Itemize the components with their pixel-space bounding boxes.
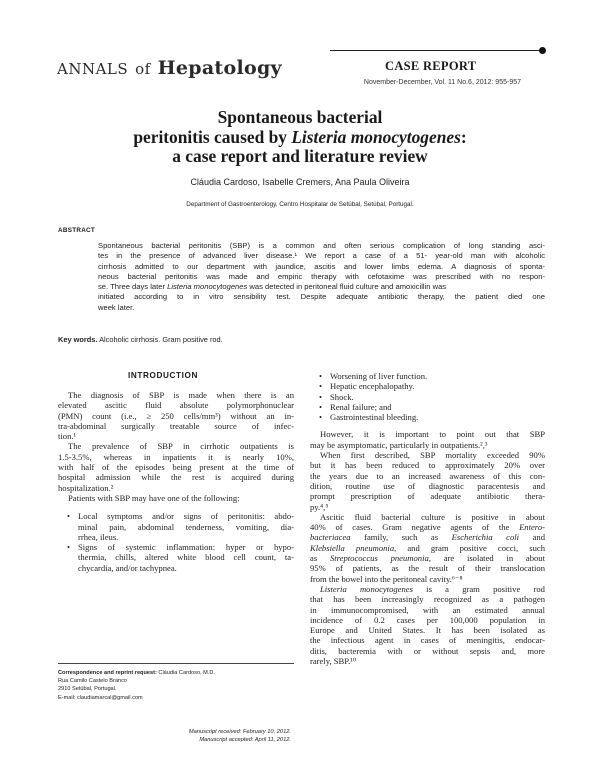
paragraph-line: Patients with SBP may have one of the following: xyxy=(68,492,240,503)
correspondence-name: Cláudia Cardoso, M.D. xyxy=(156,670,215,676)
title-line-1: Spontaneous bacterial xyxy=(217,107,383,127)
paragraph-line: with half of the episodes being present at the time of xyxy=(58,462,294,473)
text: and xyxy=(519,532,546,543)
authors: Cláudia Cardoso, Isabelle Cremers, Ana Paula Oliveira xyxy=(190,177,410,187)
section-heading-introduction: INTRODUCTION xyxy=(128,371,198,380)
paragraph-line: prompt prescription of adequate antibiotic thera- xyxy=(310,491,545,502)
text: as xyxy=(310,553,330,564)
bullet-line: • Local symptoms and/or signs of peritonitis: abdo- xyxy=(78,511,294,522)
text: is a gram positive rod xyxy=(412,583,545,594)
section-label: CASE REPORT xyxy=(385,59,477,73)
title-line-2-text: peritonitis caused by xyxy=(133,126,292,147)
paragraph-line: may be asymptomatic, particularly in outpatients.²,³ xyxy=(310,439,488,450)
paragraph-line xyxy=(310,553,545,563)
affiliation: Department of Gastroenterology, Centro Hospitalar de Setúbal, Setúbal, Portugal. xyxy=(186,201,414,208)
bullet-line: rrhea, ileus. xyxy=(78,531,119,542)
correspondence xyxy=(58,669,294,702)
paragraph-line: Ascitic fluid bacterial culture is positive in about xyxy=(320,511,545,522)
correspondence-label: Correspondence and reprint request: xyxy=(58,670,157,676)
abstract-line: initiated according to in vitro sensibility test. Despite adequate antibiotic therapy, the patient died one xyxy=(98,292,545,302)
bullet-item xyxy=(58,542,294,573)
paragraph-line: dition, routine use of diagnostic paracentesis and xyxy=(310,480,545,491)
paragraph-line: but it has been reduced to approximately 20% over xyxy=(310,460,545,471)
paragraph-line: in immunocompromised, with an estimated annual xyxy=(310,604,545,615)
paragraph-line: When first described, SBP mortality exceeded 90% xyxy=(320,450,545,461)
correspondence-city: 2910 Setúbal, Portugal. xyxy=(58,686,117,693)
paragraph-line: (PMN) count (i.e., ≥ 250 cells/mm³) without an in- xyxy=(58,410,294,421)
title-line-3: a case report and literature review xyxy=(172,146,428,166)
paragraph-line xyxy=(310,543,545,553)
paragraph-line: that has been increasingly recognized as a pathogen xyxy=(310,594,545,605)
bullet-item: • Renal failure; and xyxy=(310,402,545,412)
paragraph-line: the years due to an increased awareness of this con- xyxy=(310,470,545,481)
text: , are isolated in about xyxy=(428,553,545,564)
bullet-line: thermia, chills, altered white blood cell count, ta- xyxy=(78,552,294,563)
paragraph-line: incidence of 0.2 cases per 100,000 population in xyxy=(310,614,545,625)
paragraph-line: 95% of patients, as the result of their translocation xyxy=(310,563,545,574)
journal-logo xyxy=(57,57,282,79)
abstract-line: tes in the presence of advanced liver disease.¹ We report a case of a 51- year-old man with alcoholic xyxy=(98,251,545,261)
correspondence-address: Rua Camilo Castelo Branco xyxy=(58,678,128,685)
paragraph-line: the infectious agent in cases of meningitis, endocar- xyxy=(310,635,545,646)
article-title xyxy=(60,108,540,167)
paragraph-line: elevated ascitic fluid absolute polymorphonuclear xyxy=(58,400,294,411)
journal-name: Hepatology xyxy=(157,57,282,79)
keywords xyxy=(58,335,223,344)
title-line-2 xyxy=(60,128,540,148)
correspondence-line xyxy=(58,669,294,677)
abstract-line xyxy=(98,282,545,292)
correspondence-email: E-mail: claudiamarcal@gmail.com xyxy=(58,694,143,701)
abstract-line: Spontaneous bacterial peritonitis (SBP) is a common and often serious complication of long standing asci- xyxy=(98,241,545,250)
paragraph-line xyxy=(310,584,545,594)
text: , and gram positive cocci, such xyxy=(394,542,545,553)
paragraph-line: ditis, bacteremia with or without sepsis and, more xyxy=(310,645,545,656)
issue-info: November-December, Vol. 11 No.6, 2012: 955-957 xyxy=(363,79,521,86)
paragraph-line: 1.5-3.5%, whereas in inpatients it is nearly 10%, xyxy=(58,451,294,462)
abstract-heading: ABSTRACT xyxy=(58,227,96,234)
paragraph-line: rarely, SBP.¹⁰ xyxy=(310,656,357,667)
date-received: Manuscript received: February 10, 2012. xyxy=(188,729,291,735)
title-colon: : xyxy=(460,126,467,147)
keywords-label: Key words. xyxy=(58,335,98,344)
right-column xyxy=(310,371,545,666)
paragraph-line: The diagnosis of SBP is made when there is an xyxy=(68,390,294,400)
organism-name: Listeria monocytogenes xyxy=(320,583,413,594)
organism-name: Escherichia coli xyxy=(451,532,520,543)
paragraph-line: Europe and United States. It has been isolated as xyxy=(310,625,545,636)
header-rule-dot xyxy=(539,47,546,54)
bullet-item: • Worsening of liver function. xyxy=(310,371,545,381)
bullet-line: • Signs of systemic inflammation: hyper or hypo- xyxy=(78,542,294,553)
paragraph-line: tion.¹ xyxy=(58,431,77,442)
title-organism: Listeria monocytogenes xyxy=(291,126,461,147)
bullet-line: minal pain, abdominal tenderness, vomiting, dia- xyxy=(78,521,294,532)
organism-name: bacteriacea xyxy=(310,532,351,543)
journal-prefix: ANNALS xyxy=(57,60,129,78)
paragraph-line: However, it is important to point out that SBP xyxy=(320,429,545,440)
bullet-item: • Shock. xyxy=(310,392,545,402)
abstract-text: se. Three days later xyxy=(98,282,168,292)
paragraph-line: hospitalization.² xyxy=(58,482,114,493)
text: 40% of cases. Gram negative agents of the xyxy=(310,522,520,533)
paragraph-line xyxy=(310,532,545,542)
date-accepted: Manuscript accepted: April 11, 2012. xyxy=(199,737,291,744)
abstract-line: cirrhosis admitted to our department with jaundice, ascitis and lower limbs edema. A diagnosis of sponta- xyxy=(98,261,545,271)
journal-of: of xyxy=(135,60,151,78)
footnote-rule xyxy=(58,663,294,664)
text: family, such as xyxy=(350,532,452,543)
bullet-item: • Gastrointestinal bleeding. xyxy=(310,412,545,422)
organism-name: Entero- xyxy=(519,522,545,533)
paragraph-line: from the bowel into the peritoneal cavity.⁶⁻⁸ xyxy=(310,573,463,584)
paragraph-line: The prevalence of SBP in cirrhotic outpatients is xyxy=(68,441,294,452)
header-rule xyxy=(330,50,542,51)
paragraph-line: tra-abdominal surgically treatable source of infec- xyxy=(58,420,294,431)
organism-name: Streptococcus pneumonia xyxy=(329,553,429,564)
organism-name: Klebsiella pneumonia xyxy=(310,542,395,553)
paragraph-line: py.⁴,⁵ xyxy=(310,501,329,512)
abstract-organism: Listeria monocytogenes xyxy=(167,282,248,292)
bullet-item: • Hepatic encephalopathy. xyxy=(310,381,545,391)
paragraph-line: hospital admission while the rest is acquired during xyxy=(58,472,294,483)
bullet-line: chycardia, and/or tachypnea. xyxy=(78,562,177,573)
paragraph-line xyxy=(310,522,545,532)
abstract-line: neous bacterial peritonitis was made and empiric therapy with cefotaxime was prescribed with no respon- xyxy=(98,271,545,281)
left-column xyxy=(58,390,294,573)
manuscript-dates xyxy=(58,728,291,744)
bullet-item xyxy=(58,511,294,542)
abstract-line: week later. xyxy=(98,302,135,312)
keywords-text: Alcoholic cirrhosis. Gram positive rod. xyxy=(97,335,223,344)
abstract-body xyxy=(98,241,545,313)
abstract-text: was detected in peritoneal fluid culture and amoxicillin was xyxy=(247,282,447,292)
